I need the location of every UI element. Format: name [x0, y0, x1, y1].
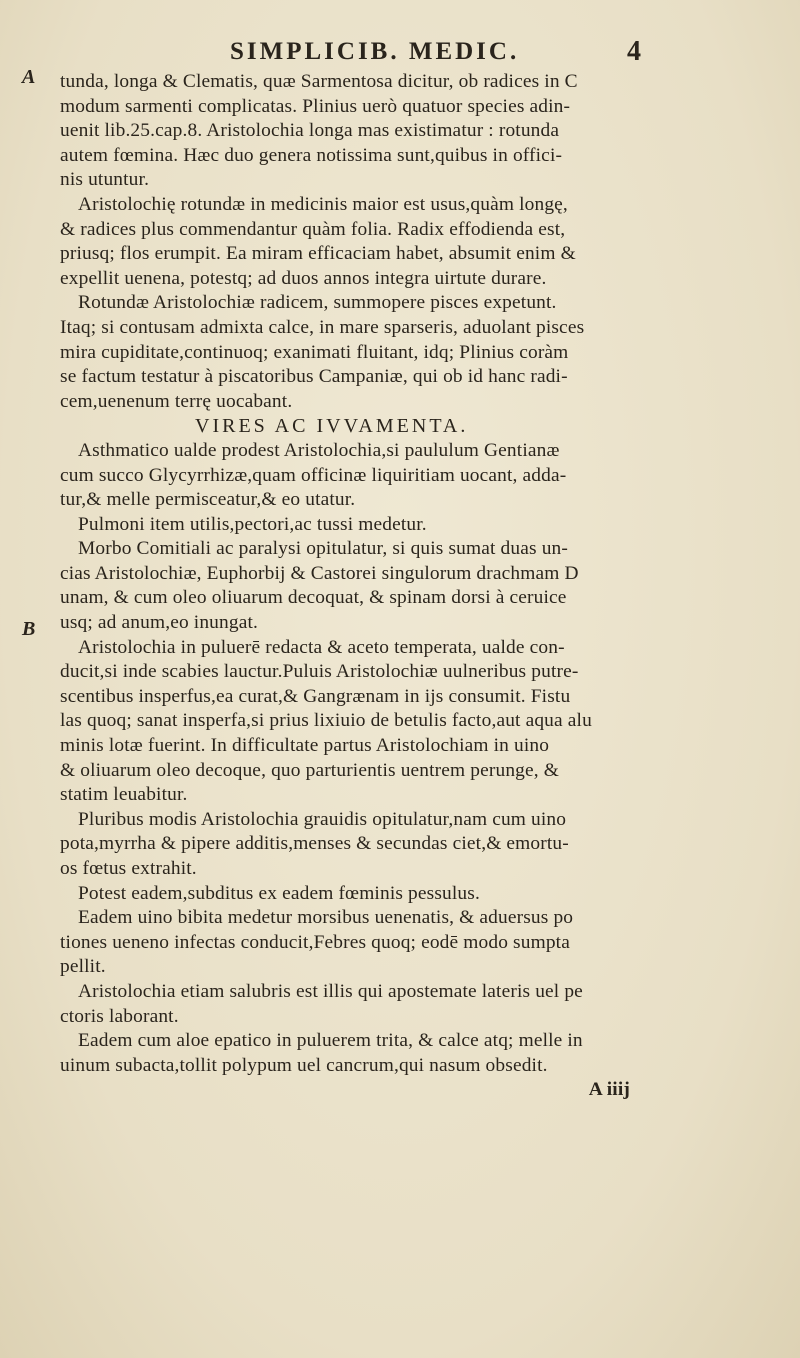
text-line: priusq; flos erumpit. Ea miram efficaciam habet, absumit enim & [60, 243, 576, 265]
text-line: cias Aristolochiæ, Euphorbij & Castorei singulorum drachmam D [60, 562, 579, 584]
text-line: Aristolochię rotundæ in medicinis maior est usus,quàm longę, [78, 193, 568, 215]
text-line: Aristolochia in puluerē redacta & aceto temperata, ualde con- [78, 636, 565, 658]
text-line: scentibus insperfus,ea curat,& Gangrænam in ijs consumit. Fistu [60, 685, 571, 707]
text-line: Pulmoni item utilis,pectori,ac tussi medetur. [78, 513, 427, 535]
text-line: Rotundæ Aristolochiæ radicem, summopere pisces expetunt. [78, 292, 557, 314]
text-line: las quoq; sanat insperfa,si prius lixiuio de betulis facto,aut aqua alu [60, 710, 592, 732]
section-heading: VIRES AC IVVAMENTA. [195, 415, 469, 438]
text-line: Morbo Comitiali ac paralysi opitulatur, si quis sumat duas un- [78, 538, 568, 560]
signature-mark: A iiij [588, 1079, 630, 1101]
text-line: expellit uenena, potestq; ad duos annos integra uirtute durare. [60, 267, 547, 289]
text-line: ducit,si inde scabies lauctur.Puluis Aristolochiæ uulneribus putre- [60, 661, 579, 683]
text-line: minis lotæ fuerint. In difficultate partus Aristolochiam in uino [60, 735, 550, 757]
text-line: cem,uenenum terrę uocabant. [60, 390, 293, 412]
text-line: Eadem cum aloe epatico in puluerem trita, & calce atq; melle in [78, 1030, 583, 1052]
running-header [190, 38, 650, 72]
text-line: Asthmatico ualde prodest Aristolochia,si paululum Gentianæ [78, 439, 560, 461]
running-title: SIMPLICIB. MEDIC. [230, 38, 520, 65]
text-line: pota,myrrha & pipere additis,menses & secundas ciet,& emortu- [60, 833, 569, 855]
text-line: Itaq; si contusam admixta calce, in mare sparseris, aduolant pisces [60, 316, 585, 338]
text-line: pellit. [60, 956, 106, 978]
folio-number: 4 [627, 36, 644, 67]
text-line: tiones ueneno infectas conducit,Febres quoq; eodē modo sumpta [60, 931, 570, 953]
text-line: tunda, longa & Clematis, quæ Sarmentosa dicitur, ob radices in C [60, 71, 578, 92]
text-line: autem fœmina. Hæc duo genera notissima sunt,quibus in offici- [60, 144, 563, 166]
text-line: nis utuntur. [60, 169, 150, 191]
text-line: uinum subacta,tollit polypum uel cancrum,qui nasum obsedit. [60, 1054, 548, 1076]
text-line: uenit lib.25.cap.8. Aristolochia longa mas existimatur : rotunda [60, 120, 560, 142]
text-line: mira cupiditate,continuoq; exanimati fluitant, idq; Plinius coràm [60, 341, 569, 363]
text-line: Aristolochia etiam salubris est illis qui apostemate lateris uel pe [78, 980, 583, 1002]
text-line: usq; ad anum,eo inungat. [60, 612, 259, 634]
text-line: os fœtus extrahit. [60, 858, 197, 879]
text-line: Eadem uino bibita medetur morsibus uenenatis, & aduersus po [78, 907, 574, 929]
margin-mark-a: A [22, 66, 36, 88]
text-line: modum sarmenti complicatas. Plinius uerò quatuor species adin- [60, 95, 571, 117]
text-line: unam, & cum oleo oliuarum decoquat, & spinam dorsi à ceruice [60, 587, 567, 609]
text-line: & oliuarum oleo decoque, quo parturientis uentrem perunge, & [60, 759, 560, 781]
text-line: statim leuabitur. [60, 784, 188, 806]
text-line: Potest eadem,subditus ex eadem fœminis pessulus. [78, 882, 480, 904]
text-line: Pluribus modis Aristolochia grauidis opitulatur,nam cum uino [78, 808, 567, 830]
text-line: tur,& melle permisceatur,& eo utatur. [60, 489, 356, 511]
text-line: & radices plus commendantur quàm folia. Radix effodienda est, [60, 218, 566, 240]
text-line: cum succo Glycyrrhizæ,quam officinæ liquiritiam uocant, adda- [60, 464, 567, 486]
text-line: se factum testatur à piscatoribus Campaniæ, qui ob id hanc radi- [60, 366, 568, 388]
body-text [60, 70, 750, 1103]
text-line: ctoris laborant. [60, 1005, 179, 1027]
margin-mark-b: B [22, 618, 36, 640]
